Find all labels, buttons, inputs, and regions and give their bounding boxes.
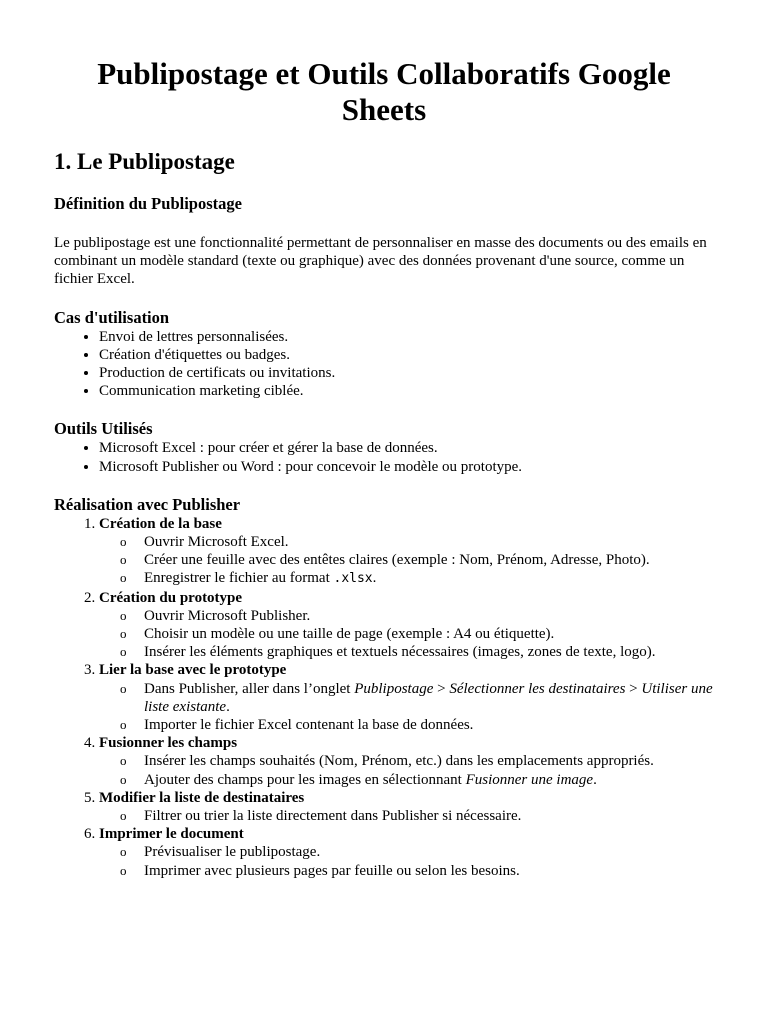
sub-item: o Filtrer ou trier la liste directement dans Publisher si nécessaire. [144, 807, 714, 825]
sub-item-text: Ajouter des champs pour les images en sélectionnant [144, 771, 466, 788]
list-item: • Création d'étiquettes ou badges. [99, 346, 714, 364]
tools-list [54, 439, 714, 475]
sub-item: o Importer le fichier Excel contenant la base de données. [144, 716, 714, 734]
sub-item: o Insérer les champs souhaités (Nom, Prénom, etc.) dans les emplacements appropriés. [144, 752, 714, 770]
sub-item-text: Dans Publisher, aller dans l’onglet [144, 680, 355, 697]
realisation-steps [54, 515, 714, 880]
sub-item: o Créer une feuille avec des entêtes claires (exemple : Nom, Prénom, Adresse, Photo). [144, 551, 714, 569]
definition-paragraph: Le publipostage est une fonctionnalité permettant de personnaliser en masse des documents ou des emails en combinant un modèle standard (texte ou graphique) avec des données provenant d'une source, comme un fichier Excel. [54, 235, 707, 288]
sub-list [99, 680, 714, 735]
definition-heading: Définition du Publipostage [54, 194, 242, 213]
sub-item-text: . [593, 771, 597, 788]
sub-item: o Choisir un modèle ou une taille de page (exemple : A4 ou étiquette). [144, 625, 714, 643]
sub-item: o Insérer les éléments graphiques et textuels nécessaires (images, zones de texte, logo). [144, 643, 714, 661]
use-cases-list [54, 328, 714, 401]
sub-list [99, 533, 714, 589]
menu-path-merge-image: Fusionner une image [465, 771, 594, 788]
sub-item-text: Enregistrer le fichier au format [144, 570, 334, 587]
list-item: • Microsoft Publisher ou Word : pour concevoir le modèle ou prototype. [99, 458, 714, 476]
menu-path-publipostage: Publipostage [354, 680, 434, 697]
list-item: • Microsoft Excel : pour créer et gérer la base de données. [99, 439, 714, 457]
path-separator: > [625, 680, 642, 697]
step-title: Lier la base avec le prototype [99, 662, 287, 679]
page-title: Publipostage et Outils Collaboratifs Google Sheets [97, 56, 671, 127]
step-item [99, 661, 714, 734]
file-extension-code: .xlsx [333, 571, 373, 587]
sub-item: o Prévisualiser le publipostage. [144, 843, 714, 861]
realisation-heading: Réalisation avec Publisher [54, 494, 241, 514]
list-item: • Communication marketing ciblée. [99, 382, 714, 400]
sub-list [99, 607, 714, 662]
step-item [99, 789, 714, 825]
sub-item-text: . [226, 698, 230, 715]
menu-path-use-existing-list: Utiliser une liste existante [144, 680, 713, 715]
section-heading-publipostage: 1. Le Publipostage [54, 149, 235, 174]
sub-list [99, 752, 714, 788]
tools-heading: Outils Utilisés [54, 419, 153, 439]
sub-item: o Ouvrir Microsoft Excel. [144, 533, 714, 551]
step-title: Modifier la liste de destinataires [99, 789, 305, 806]
sub-item [144, 771, 714, 789]
step-title: Création de la base [99, 515, 222, 532]
sub-item: o Ouvrir Microsoft Publisher. [144, 607, 714, 625]
step-item [99, 734, 714, 789]
step-item [99, 589, 714, 662]
list-item: • Production de certificats ou invitations. [99, 364, 714, 382]
sub-item [144, 569, 714, 588]
sub-item-text: . [372, 570, 377, 587]
step-title: Fusionner les champs [99, 735, 238, 752]
sub-list [99, 807, 714, 825]
menu-path-select-recipients: Sélectionner les destinataires [449, 680, 626, 697]
list-item: • Envoi de lettres personnalisées. [99, 328, 714, 346]
step-item [99, 825, 714, 880]
step-item [99, 515, 714, 589]
sub-item [144, 680, 714, 716]
sub-item: o Imprimer avec plusieurs pages par feuille ou selon les besoins. [144, 862, 714, 880]
path-separator: > [433, 680, 450, 697]
sub-list [99, 843, 714, 879]
use-cases-heading: Cas d'utilisation [54, 307, 170, 327]
step-title: Imprimer le document [99, 826, 244, 843]
step-title: Création du prototype [99, 589, 243, 606]
